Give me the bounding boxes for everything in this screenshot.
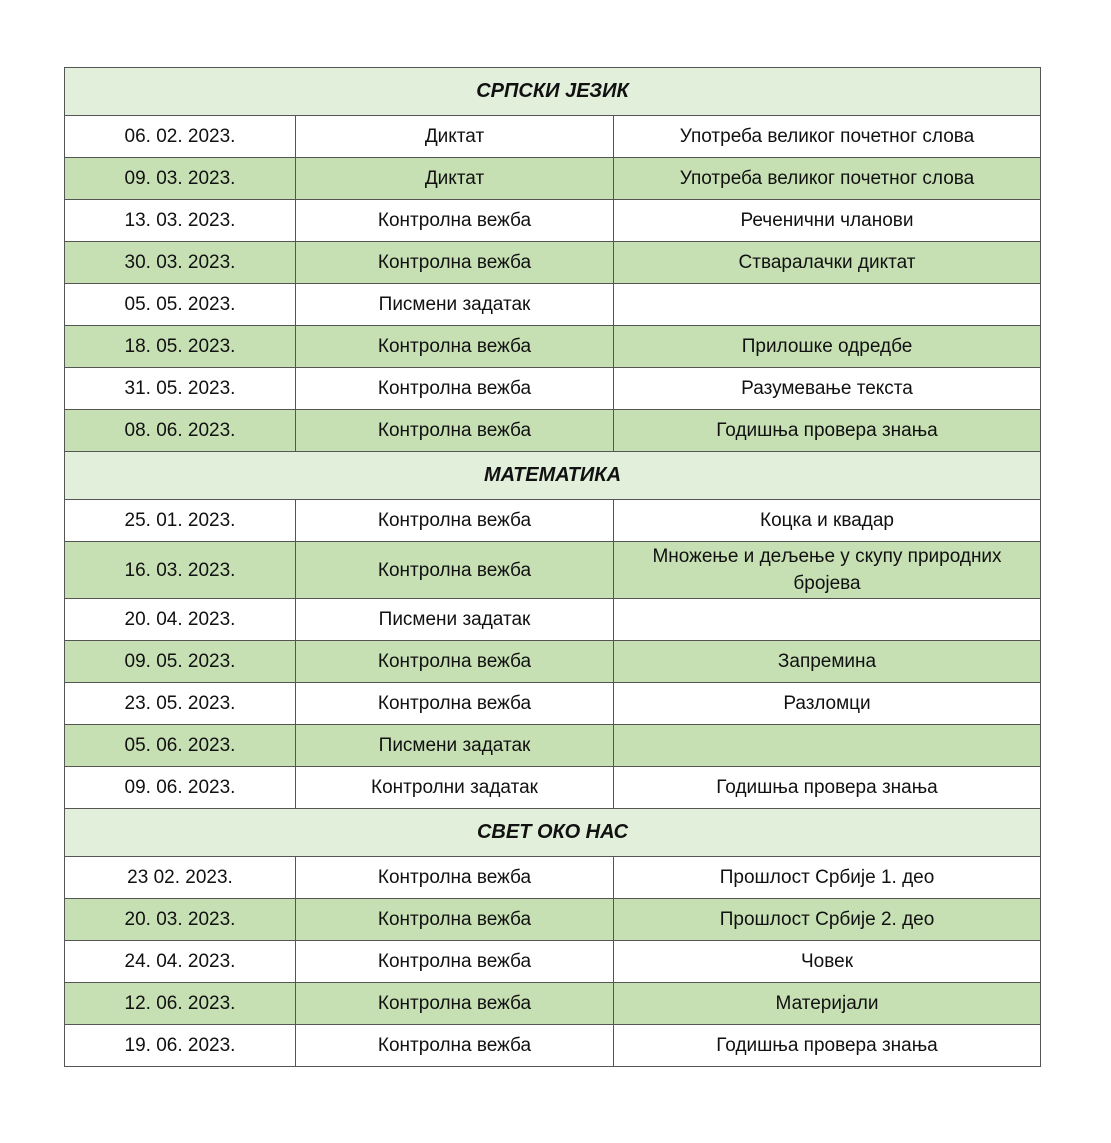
type-cell: Контролна вежба bbox=[296, 242, 614, 284]
date-cell: 16. 03. 2023. bbox=[65, 542, 296, 599]
topic-cell: Прошлост Србије 1. део bbox=[614, 857, 1041, 899]
date-cell: 23. 05. 2023. bbox=[65, 683, 296, 725]
type-cell: Контролна вежба bbox=[296, 683, 614, 725]
table-row bbox=[65, 899, 1041, 941]
table-row bbox=[65, 641, 1041, 683]
table-row bbox=[65, 542, 1041, 599]
topic-cell: Човек bbox=[614, 941, 1041, 983]
topic-cell bbox=[614, 599, 1041, 641]
date-cell: 05. 06. 2023. bbox=[65, 725, 296, 767]
type-cell: Писмени задатак bbox=[296, 284, 614, 326]
topic-cell: Множење и дељење у скупу природних бројева bbox=[614, 542, 1041, 599]
table-row bbox=[65, 941, 1041, 983]
type-cell: Диктат bbox=[296, 158, 614, 200]
type-cell: Контролна вежба bbox=[296, 983, 614, 1025]
date-cell: 13. 03. 2023. bbox=[65, 200, 296, 242]
table-row bbox=[65, 158, 1041, 200]
table-row bbox=[65, 200, 1041, 242]
date-cell: 06. 02. 2023. bbox=[65, 116, 296, 158]
topic-cell: Материјали bbox=[614, 983, 1041, 1025]
type-cell: Контролна вежба bbox=[296, 941, 614, 983]
section-title: СРПСКИ ЈЕЗИК bbox=[65, 68, 1041, 116]
topic-cell: Употреба великог почетног слова bbox=[614, 158, 1041, 200]
type-cell: Диктат bbox=[296, 116, 614, 158]
type-cell: Контролна вежба bbox=[296, 500, 614, 542]
type-cell: Контролна вежба bbox=[296, 200, 614, 242]
test-schedule-table bbox=[64, 67, 1041, 1067]
table-row bbox=[65, 683, 1041, 725]
topic-cell: Прошлост Србије 2. део bbox=[614, 899, 1041, 941]
date-cell: 31. 05. 2023. bbox=[65, 368, 296, 410]
table-row bbox=[65, 116, 1041, 158]
table-row bbox=[65, 1025, 1041, 1067]
topic-cell: Стваралачки диктат bbox=[614, 242, 1041, 284]
table-row bbox=[65, 326, 1041, 368]
type-cell: Писмени задатак bbox=[296, 725, 614, 767]
section-title: МАТЕМАТИКА bbox=[65, 452, 1041, 500]
date-cell: 09. 05. 2023. bbox=[65, 641, 296, 683]
section-header-math bbox=[65, 452, 1041, 500]
date-cell: 20. 04. 2023. bbox=[65, 599, 296, 641]
table-row bbox=[65, 242, 1041, 284]
table-row bbox=[65, 500, 1041, 542]
type-cell: Контролна вежба bbox=[296, 641, 614, 683]
topic-cell bbox=[614, 284, 1041, 326]
topic-cell bbox=[614, 725, 1041, 767]
topic-cell: Прилошке одредбе bbox=[614, 326, 1041, 368]
date-cell: 09. 03. 2023. bbox=[65, 158, 296, 200]
date-cell: 18. 05. 2023. bbox=[65, 326, 296, 368]
type-cell: Контролна вежба bbox=[296, 326, 614, 368]
table-row bbox=[65, 410, 1041, 452]
date-cell: 12. 06. 2023. bbox=[65, 983, 296, 1025]
section-header-serbian bbox=[65, 68, 1041, 116]
topic-cell: Годишња провера знања bbox=[614, 1025, 1041, 1067]
type-cell: Контролна вежба bbox=[296, 857, 614, 899]
date-cell: 30. 03. 2023. bbox=[65, 242, 296, 284]
topic-cell: Разломци bbox=[614, 683, 1041, 725]
date-cell: 23 02. 2023. bbox=[65, 857, 296, 899]
type-cell: Контролна вежба bbox=[296, 899, 614, 941]
table-row bbox=[65, 767, 1041, 809]
section-header-world-around-us bbox=[65, 809, 1041, 857]
date-cell: 08. 06. 2023. bbox=[65, 410, 296, 452]
section-title: СВЕТ ОКО НАС bbox=[65, 809, 1041, 857]
table-row bbox=[65, 983, 1041, 1025]
date-cell: 25. 01. 2023. bbox=[65, 500, 296, 542]
topic-cell: Запремина bbox=[614, 641, 1041, 683]
topic-cell: Коцка и квадар bbox=[614, 500, 1041, 542]
table-row bbox=[65, 599, 1041, 641]
table-row bbox=[65, 725, 1041, 767]
topic-cell: Употреба великог почетног слова bbox=[614, 116, 1041, 158]
date-cell: 09. 06. 2023. bbox=[65, 767, 296, 809]
topic-cell: Реченични чланови bbox=[614, 200, 1041, 242]
table-row bbox=[65, 284, 1041, 326]
topic-cell: Годишња провера знања bbox=[614, 767, 1041, 809]
table-row bbox=[65, 368, 1041, 410]
date-cell: 20. 03. 2023. bbox=[65, 899, 296, 941]
date-cell: 24. 04. 2023. bbox=[65, 941, 296, 983]
topic-cell: Разумевање текста bbox=[614, 368, 1041, 410]
table-row bbox=[65, 857, 1041, 899]
type-cell: Писмени задатак bbox=[296, 599, 614, 641]
date-cell: 05. 05. 2023. bbox=[65, 284, 296, 326]
topic-cell: Годишња провера знања bbox=[614, 410, 1041, 452]
type-cell: Контролна вежба bbox=[296, 542, 614, 599]
date-cell: 19. 06. 2023. bbox=[65, 1025, 296, 1067]
type-cell: Контролна вежба bbox=[296, 410, 614, 452]
type-cell: Контролни задатак bbox=[296, 767, 614, 809]
type-cell: Контролна вежба bbox=[296, 368, 614, 410]
type-cell: Контролна вежба bbox=[296, 1025, 614, 1067]
